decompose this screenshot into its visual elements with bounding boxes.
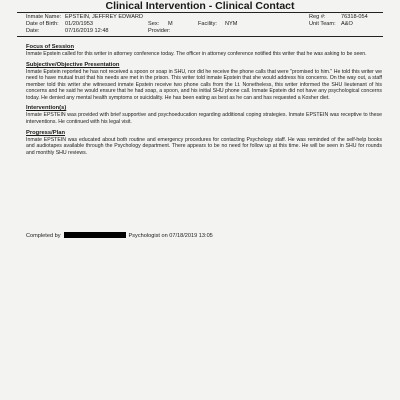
redaction-bar — [64, 232, 126, 238]
section-text: Inmate Epstein reported he has not received a spoon or soap in SHU, nor did he receive the phone calls that were "promised to him." He told this writer we need to have mutual trust that his needs are met in the prison. This writer told inmate Epstein that she would address his concerns. On the way out, a staff member told this writer she witnessed inmate Epstein receive two phone calls from the Lt. Nonetheless, this writer informed the SHU lieutenant of his concerns and he said he would ensure that he had soap, a spoon, and his initial SHU phone call. Inmate Epstein did not have any psychological concerns today. He denied any mental health symptoms or suicidality. He has been eating as best as he can and has requested a Kosher diet. — [26, 68, 382, 101]
reg-value: 76318-054 — [341, 14, 368, 20]
facility-value: NYM — [225, 21, 238, 27]
dob-label: Date of Birth: — [26, 21, 59, 27]
completed-by-suffix: Psychologist on 07/18/2019 13:05 — [128, 233, 213, 239]
sex-value: M — [168, 21, 173, 27]
inmate-name-label: Inmate Name: — [26, 14, 62, 20]
document-body — [26, 44, 382, 160]
section-text: Inmate Epstein called for this writer in attorney conference today. The officer in attorney conference notified this writer that he was asking to be seen. — [26, 51, 367, 57]
completed-by-prefix: Completed by — [26, 233, 61, 239]
section-heading: Progress/Plan — [26, 129, 65, 136]
unit-row — [309, 21, 353, 28]
completed-by-line — [26, 232, 213, 240]
date-label: Date: — [26, 28, 40, 34]
section-heading: Intervention(s) — [26, 105, 67, 112]
section-progress — [26, 130, 382, 156]
unit-value: A&O — [341, 21, 353, 27]
date-row — [26, 28, 109, 35]
dob-row — [26, 21, 93, 28]
section-text: Inmate EPSTEIN was educated about both routine and emergency procedures for contacting Psychology staff. He was reminded of the self-help books and audiotapes available through the Psychology department. There appears to be no need for follow up at this time. He will be seen in SHU for rounds and monthly SHU reviews. — [26, 136, 382, 156]
facility-label: Facility: — [198, 21, 217, 27]
dob-value: 01/20/1953 — [65, 21, 93, 27]
section-focus — [26, 44, 382, 57]
facility-row — [198, 21, 238, 28]
section-heading: Focus of Session — [26, 44, 74, 50]
section-text: Inmate EPSTEIN was provided with brief supportive and psychoeducation regarding additional coping strategies. Inmate EPSTEIN was receptive to these interventions. He continued with his legal visit. — [26, 112, 382, 125]
inmate-name-row — [26, 14, 144, 21]
section-subjective — [26, 62, 382, 101]
reg-row — [309, 14, 368, 21]
document-title: Clinical Intervention - Clinical Contact — [105, 0, 295, 12]
provider-row — [148, 28, 170, 35]
date-value: 07/16/2019 12:48 — [65, 28, 109, 34]
sex-label: Sex: — [148, 21, 160, 27]
header-divider — [17, 36, 383, 37]
sex-row — [148, 21, 173, 28]
section-heading: Subjective/Objective Presentation — [26, 61, 120, 68]
unit-label: Unit Team: — [309, 21, 336, 27]
provider-label: Provider: — [148, 28, 171, 34]
top-divider — [17, 12, 383, 13]
inmate-name-value: EPSTEIN, JEFFREY EDWARD — [65, 14, 144, 20]
section-interventions — [26, 105, 382, 125]
reg-label: Reg #: — [309, 14, 326, 20]
